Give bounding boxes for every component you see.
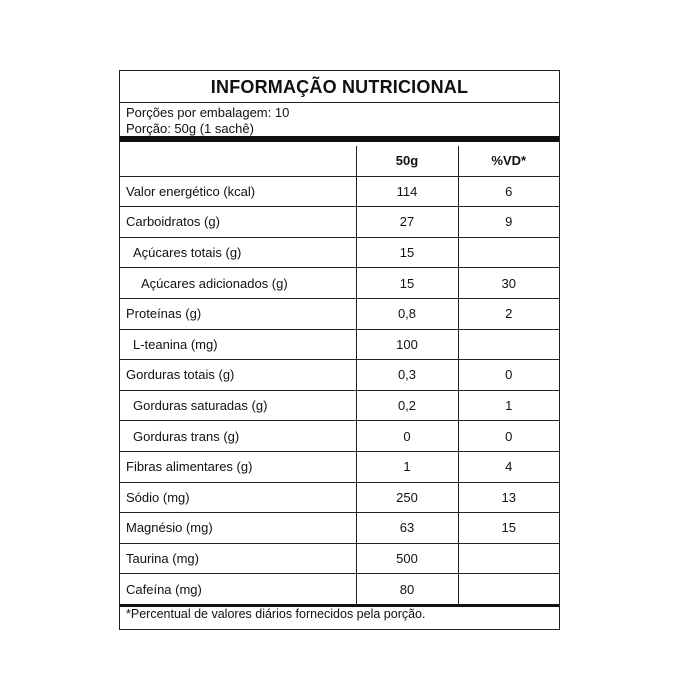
table-row <box>120 482 559 513</box>
nutrient-amount: 500 <box>356 543 458 574</box>
nutrient-amount: 63 <box>356 513 458 544</box>
table-row <box>120 237 559 268</box>
nutrient-amount: 80 <box>356 574 458 606</box>
nutrient-dv: 0 <box>458 360 559 391</box>
header-dv: %VD* <box>458 146 559 176</box>
footnote: *Percentual de valores diários fornecidos pela porção. <box>126 607 426 621</box>
nutrient-name: Proteínas (g) <box>120 298 356 329</box>
nutrient-amount: 15 <box>356 268 458 299</box>
nutrient-dv: 30 <box>458 268 559 299</box>
servings-info <box>126 105 289 137</box>
nutrient-amount: 15 <box>356 237 458 268</box>
nutrient-name: Taurina (mg) <box>120 543 356 574</box>
header-amount: 50g <box>356 146 458 176</box>
servings-per-pack: Porções por embalagem: 10 <box>126 105 290 120</box>
nutrient-name: Gorduras trans (g) <box>120 421 356 452</box>
table-row <box>120 298 559 329</box>
nutrient-amount: 0,3 <box>356 360 458 391</box>
table-row <box>120 513 559 544</box>
nutrient-name: Açúcares adicionados (g) <box>120 268 356 299</box>
table-row <box>120 543 559 574</box>
nutrient-name: Açúcares totais (g) <box>120 237 356 268</box>
nutrient-dv <box>458 237 559 268</box>
title-divider <box>120 102 559 103</box>
nutrient-dv <box>458 543 559 574</box>
nutrient-amount: 0,2 <box>356 390 458 421</box>
nutrient-name: Fibras alimentares (g) <box>120 451 356 482</box>
nutrient-amount: 100 <box>356 329 458 360</box>
serving-size: Porção: 50g (1 sachê) <box>126 121 254 136</box>
table-row <box>120 176 559 207</box>
table-header-row <box>120 146 559 176</box>
table-row <box>120 421 559 452</box>
nutrient-dv <box>458 574 559 606</box>
nutrient-dv: 0 <box>458 421 559 452</box>
nutrition-table <box>120 146 559 607</box>
nutrient-amount: 27 <box>356 207 458 238</box>
nutrient-name: Sódio (mg) <box>120 482 356 513</box>
table-row <box>120 574 559 606</box>
nutrient-dv: 15 <box>458 513 559 544</box>
nutrient-name: Magnésio (mg) <box>120 513 356 544</box>
label-title: INFORMAÇÃO NUTRICIONAL <box>210 77 469 97</box>
table-row <box>120 390 559 421</box>
nutrient-amount: 0 <box>356 421 458 452</box>
table-row <box>120 268 559 299</box>
table-row <box>120 207 559 238</box>
nutrient-name: Carboidratos (g) <box>120 207 356 238</box>
nutrient-name: Gorduras saturadas (g) <box>120 390 356 421</box>
nutrient-name: Cafeína (mg) <box>120 574 356 606</box>
nutrient-dv <box>458 329 559 360</box>
nutrient-name: Valor energético (kcal) <box>120 176 356 207</box>
thick-divider <box>120 136 559 142</box>
nutrient-name: Gorduras totais (g) <box>120 360 356 391</box>
nutrition-label <box>119 70 560 630</box>
nutrient-dv: 1 <box>458 390 559 421</box>
header-nutrient <box>120 146 356 176</box>
table-row <box>120 360 559 391</box>
nutrient-amount: 250 <box>356 482 458 513</box>
nutrient-dv: 2 <box>458 298 559 329</box>
nutrient-amount: 114 <box>356 176 458 207</box>
nutrient-dv: 6 <box>458 176 559 207</box>
nutrient-dv: 9 <box>458 207 559 238</box>
table-row <box>120 451 559 482</box>
table-row <box>120 329 559 360</box>
nutrient-dv: 4 <box>458 451 559 482</box>
nutrient-amount: 0,8 <box>356 298 458 329</box>
nutrient-name: L-teanina (mg) <box>120 329 356 360</box>
nutrient-amount: 1 <box>356 451 458 482</box>
nutrient-dv: 13 <box>458 482 559 513</box>
